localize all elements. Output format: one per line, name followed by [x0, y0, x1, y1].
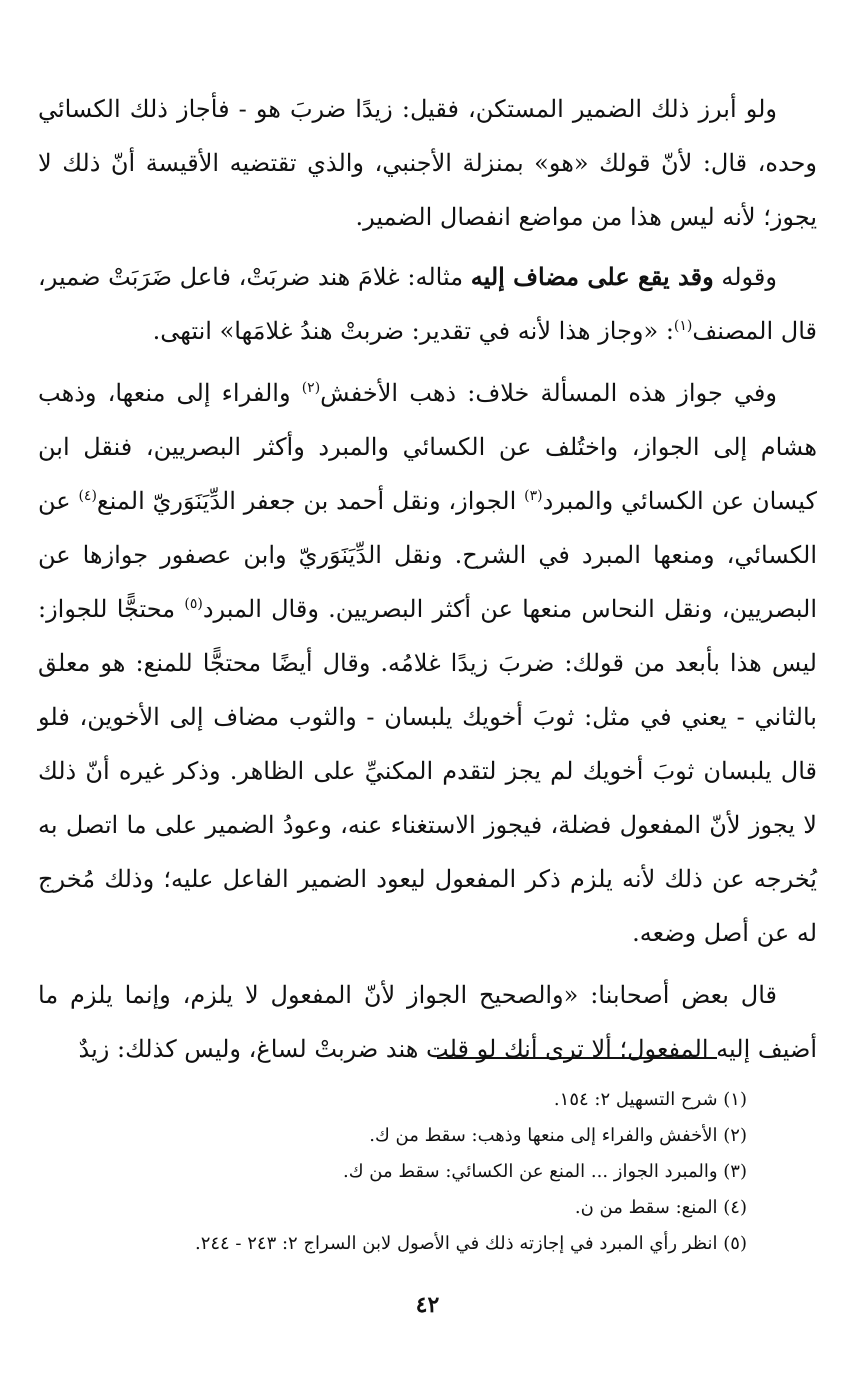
footnote-ref-5: (٥) — [184, 596, 203, 612]
paragraph-3-text-d: عن الكسائي، ومنعها المبرد في الشرح. ونقل الدِّيَنَوَريّ وابن عصفور جوازها عن البصريين، ونقل النحاس منعها عن أكثر البصريين. وقال المبرد — [38, 487, 818, 623]
paragraph-4-text: قال بعض أصحابنا: «والصحيح الجواز لأنّ المفعول لا يلزم، وإنما يلزم ما أضيف إليه المفعول؛ ألا ترى أنك لو قلت هند ضربتْ لساغ، وليس كذلك: زيدٌ — [38, 981, 817, 1063]
footnote-2: (٢) الأخفش والفراء إلى منعها وذهب: سقط من ك. — [369, 1125, 747, 1146]
footnote-1: (١) شرح التسهيل ٢: ١٥٤. — [553, 1089, 747, 1110]
paragraph-3-text-a: وفي جواز هذه المسألة خلاف: ذهب الأخفش — [320, 379, 777, 407]
paragraph-3-text-c: الجواز، ونقل أحمد بن جعفر الدِّيَنَوَريّ المنع — [96, 487, 517, 515]
footnote-4: (٤) المنع: سقط من ن. — [574, 1197, 747, 1218]
paragraph-3-text-b: والفراء إلى منعها، وذهب هشام إلى الجواز، واختُلف عن الكسائي والمبرد وأكثر البصريين، فنقل ابن كيسان عن الكسائي والمبرد — [38, 379, 817, 515]
main-text — [38, 82, 817, 1084]
footnotes — [80, 1082, 747, 1262]
footnote-separator — [437, 1057, 717, 1059]
paragraph-2-lead: وقوله — [721, 263, 777, 291]
paragraph-3 — [38, 366, 817, 960]
page-number: ٤٢ — [415, 1292, 440, 1318]
paragraph-2-text-a: مثاله: غلامَ هند ضربَتْ، فاعل ضَرَبَتْ ضمير، قال المصنف — [38, 263, 817, 345]
footnote-5: (٥) انظر رأي المبرد في إجازته ذلك في الأصول لابن السراج ٢: ٢٤٣ - ٢٤٤. — [194, 1233, 747, 1254]
footnote-ref-1: (١) — [673, 318, 693, 334]
footnote-3: (٣) والمبرد الجواز ... المنع عن الكسائي: سقط من ك. — [342, 1161, 747, 1182]
paragraph-1 — [38, 82, 817, 244]
footnote-ref-3: (٣) — [524, 488, 543, 504]
paragraph-2 — [38, 250, 817, 358]
paragraph-1-text: ولو أبرز ذلك الضمير المستكن، فقيل: زيدًا ضربَ هو - فأجاز ذلك الكسائي وحده، قال: لأنّ قولك «هو» بمنزلة الأجنبي، والذي تقتضيه الأقيسة أنّ ذلك لا يجوز؛ لأنه ليس هذا من مواضع انفصال الضمير. — [38, 95, 817, 231]
paragraph-3-text-e: محتجًّا للجواز: ليس هذا بأبعد من قولك: ضربَ زيدًا غلامُه. وقال أيضًا محتجًّا للمنع: هو معلق بالثاني - يعني في مثل: ثوبَ أخويك يلبسان - والثوب مضاف إلى الأخوين، فلو قال يلبسان ثوبَ أخويك لم يجز لتقدم المكنيِّ على الظاهر. وذكر غيره أنّ ذلك لا يجوز لأنّ المفعول فضلة، فيجوز الاستغناء عنه، وعودُ الضمير على ما اتصل به يُخرجه عن ذلك لأنه يلزم ذكر المفعول ليعود الضمير الفاعل عليه؛ وذلك مُخرج له عن أصل وضعه. — [38, 595, 817, 947]
quoted-phrase: وقد يقع على مضاف إليه — [470, 262, 714, 291]
paragraph-4 — [38, 968, 817, 1076]
footnote-ref-4: (٤) — [78, 488, 97, 504]
paragraph-2-text-b: : «وجاز هذا لأنه في تقدير: ضربتْ هندُ غلامَها» انتهى. — [152, 317, 674, 345]
footnote-ref-2: (٢) — [301, 380, 321, 396]
